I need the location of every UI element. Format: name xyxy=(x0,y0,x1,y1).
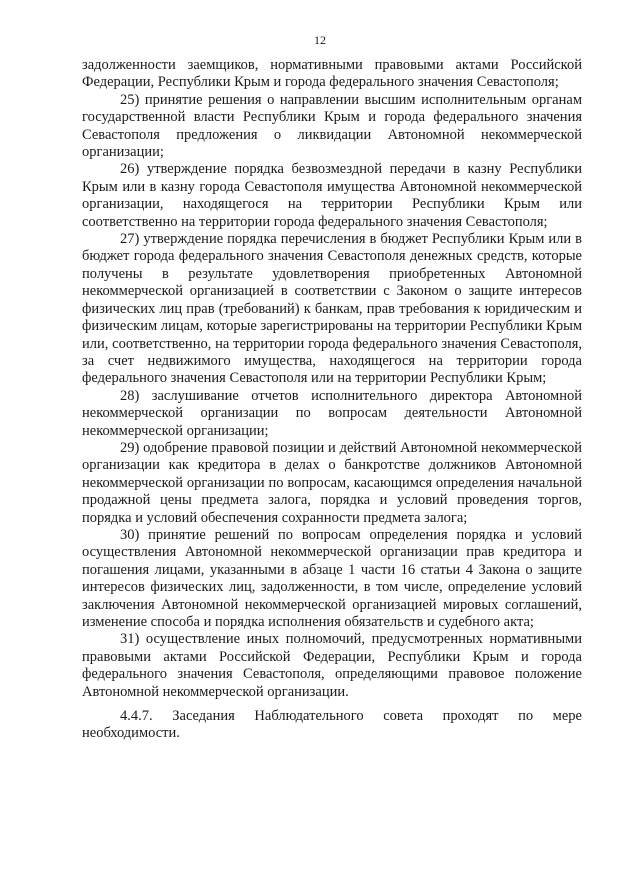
paragraph-item-26: 26) утверждение порядка безвозмездной передачи в казну Республики Крым или в казну города Севастополя имущества Автономной некоммерческой организации, находящегося на территории Республики Крым или соответственно на территории города федерального значения Севастополя; xyxy=(82,161,582,230)
paragraph-item-28: 28) заслушивание отчетов исполнительного директора Автономной некоммерческой организации по вопросам деятельности Автономной некоммерческой организации; xyxy=(82,387,582,439)
paragraph-item-27: 27) утверждение порядка перечисления в бюджет Республики Крым или в бюджет города федерального значения Севастополя денежных средств, которые получены в результате удовлетворения приобретенных Автономной некоммерческой организацией в соответствии с Законом о защите интересов физических лиц прав (требований) к банкам, прав требования к юридическим и физическим лицам, которые зарегистрированы на территории Республики Крым или, соответственно, на территории города федерального значения Севастополя, за счет недвижимого имущества, находящегося на территории города федерального значения Севастополя или на территории Республики Крым; xyxy=(82,231,582,387)
page-number: 12 xyxy=(314,33,326,47)
document-body xyxy=(82,0,582,743)
paragraph-section-4-4-7: 4.4.7. Заседания Наблюдательного совета проходят по мере необходимости. xyxy=(82,708,582,742)
paragraph-item-25: 25) принятие решения о направлении высшим исполнительным органам государственной власти Республики Крым и города федерального значения Севастополя предложения о ликвидации Автономной некоммерческой организации; xyxy=(82,91,582,161)
paragraph-continuation: задолженности заемщиков, нормативными правовыми актами Российской Федерации, Республики Крым и города федерального значения Севастополя; xyxy=(82,57,582,91)
paragraph-item-29: 29) одобрение правовой позиции и действий Автономной некоммерческой организации как кредитора в делах о банкротстве должников Автономной некоммерческой организации по вопросам, касающимся определения начальной продажной цены предмета залога, порядка и условий проведения торгов, порядка и условий обеспечения сохранности предмета залога; xyxy=(82,439,582,526)
paragraph-item-30: 30) принятие решений по вопросам определения порядка и условий осуществления Автономной некоммерческой организации прав кредитора и погашения лицами, указанными в абзаце 1 части 16 статьи 4 Закона о защите интересов физических лиц, задолженности, в том числе, определение условий заключения Автономной некоммерческой организацией мировых соглашений, изменение способа и порядка исполнения обязательств и судебного акта; xyxy=(82,526,582,630)
paragraph-item-31: 31) осуществление иных полномочий, предусмотренных нормативными правовыми актами Российской Федерации, Республики Крым и города федерального значения Севастополя, определяющими правовое положение Автономной некоммерческой организации. xyxy=(82,631,582,700)
